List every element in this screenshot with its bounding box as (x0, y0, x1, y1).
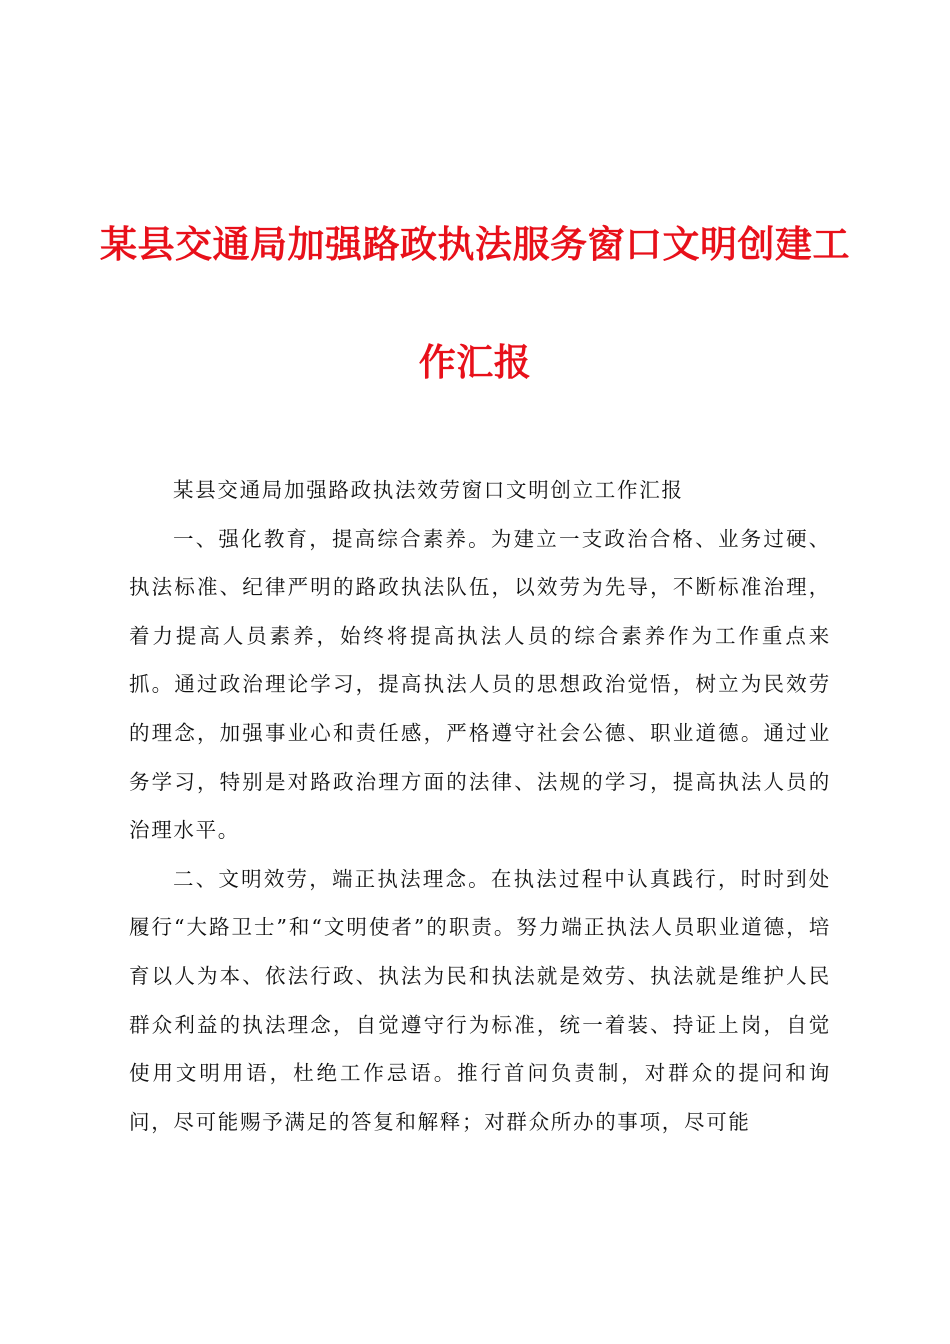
document-title-line-1: 某县交通局加强路政执法服务窗口文明创建工 (100, 222, 850, 266)
document-title-line-2: 作汇报 (418, 340, 532, 384)
document-body (129, 466, 831, 1146)
paragraph-section-1: 一、强化教育，提高综合素养。为建立一支政治合格、业务过硬、执法标准、纪律严明的路政执法队伍，以效劳为先导，不断标准治理，着力提高人员素养，始终将提高执法人员的综合素养作为工作重点来抓。通过政治理论学习，提高执法人员的思想政治觉悟，树立为民效劳的理念，加强事业心和责任感，严格遵守社会公德、职业道德。通过业务学习，特别是对路政治理方面的法律、法规的学习，提高执法人员的治理水平。 (129, 526, 831, 843)
paragraph-subtitle: 某县交通局加强路政执法效劳窗口文明创立工作汇报 (173, 478, 684, 502)
paragraph-section-2: 二、文明效劳，端正执法理念。在执法过程中认真践行，时时到处履行“大路卫士”和“文明使者”的职责。努力端正执法人员职业道德，培育以人为本、依法行政、执法为民和执法就是效劳、执法就是维护人民群众利益的执法理念，自觉遵守行为标准，统一着装、持证上岗，自觉使用文明用语，杜绝工作忌语。推行首问负责制，对群众的提问和询问，尽可能赐予满足的答复和解释；对群众所办的事项，尽可能 (129, 866, 831, 1134)
